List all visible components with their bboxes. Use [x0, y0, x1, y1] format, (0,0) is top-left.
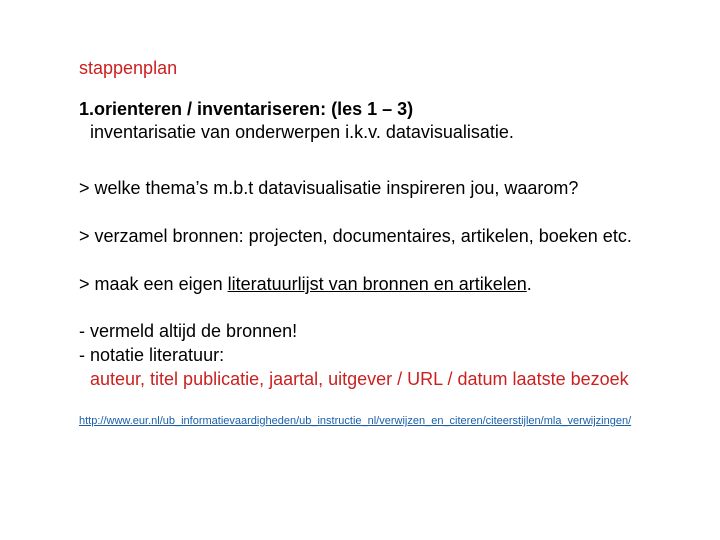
bullet-literature — [79, 273, 532, 295]
bullet-literature-suffix: . — [526, 274, 532, 294]
note-notation: - notatie literatuur: — [79, 345, 225, 365]
step-subheading: inventarisatie van onderwerpen i.k.v. datavisualisatie. — [90, 122, 514, 142]
reference-link[interactable]: http://www.eur.nl/ub_informatievaardigheden/ub_instructie_nl/verwijzen_en_citeren/citeerstijlen/mla_verwijzingen/ — [79, 415, 632, 427]
bullet-literature-underlined: literatuurlijst van bronnen en artikelen — [227, 274, 527, 294]
slide-title: stappenplan — [79, 58, 178, 78]
citation-format: auteur, titel publicatie, jaartal, uitgever / URL / datum laatste bezoek — [90, 369, 629, 389]
bullet-literature-prefix: > maak een eigen — [79, 274, 228, 294]
bullet-themes: > welke thema’s m.b.t datavisualisatie inspireren jou, waarom? — [79, 178, 579, 198]
step-heading: 1.orienteren / inventariseren: (les 1 – 3) — [79, 99, 414, 119]
note-sources: - vermeld altijd de bronnen! — [79, 321, 298, 341]
bullet-sources: > verzamel bronnen: projecten, documentaires, artikelen, boeken etc. — [79, 226, 632, 246]
